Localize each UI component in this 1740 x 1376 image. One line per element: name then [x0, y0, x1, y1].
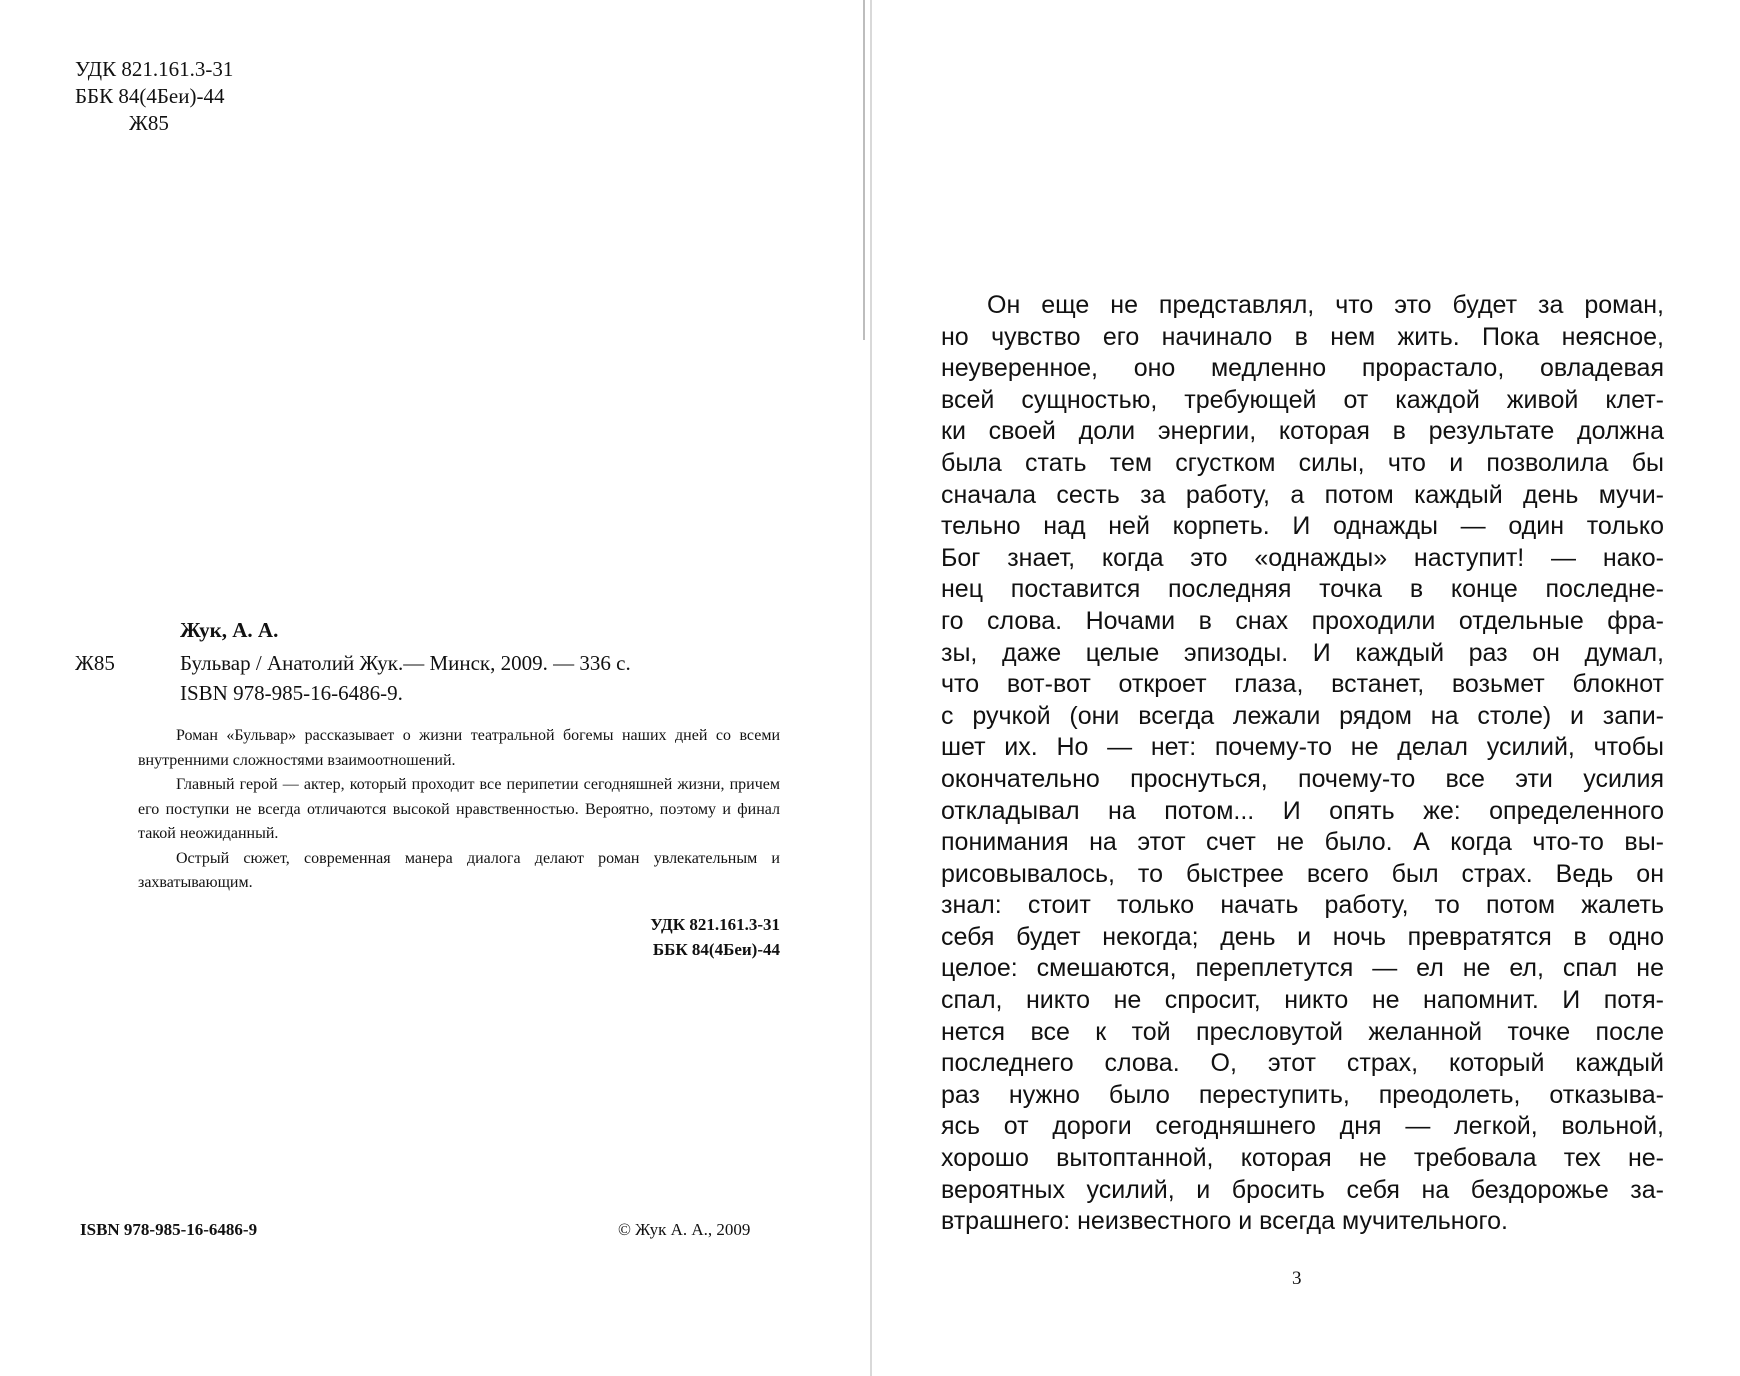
catalog-author: Жук, А. А. [180, 618, 279, 642]
classification-block [75, 56, 233, 137]
text-line: хорошо вытоптанной, которая не требовала тех не- [941, 1144, 1664, 1173]
text-line: целое: смешаются, переплетутся — ел не ел, спал не [941, 954, 1664, 983]
body-text [941, 290, 1664, 1238]
udk-code: УДК 821.161.3-31 [650, 915, 780, 934]
text-line: Он еще не представлял, что это будет за роман, [987, 291, 1664, 319]
text-line: вероятных усилий, и бросить себя на бездорожье за- [941, 1175, 1664, 1204]
text-line: нется все к той пресловутой желанной точке после [941, 1017, 1664, 1046]
text-line: зы, даже целые эпизоды. И каждый раз он думал, [941, 638, 1664, 667]
text-line: спал, никто не спросит, никто не напомнит. И потя- [941, 986, 1664, 1015]
classification-block-bottom [650, 912, 780, 962]
text-line: раз нужно было переступить, преодолеть, отказыва- [941, 1080, 1664, 1109]
text-line: неуверенное, оно медленно прорастало, овладевая [941, 354, 1664, 383]
author-sign: Ж85 [129, 111, 169, 135]
page-fold [870, 0, 872, 1376]
right-page [874, 0, 1740, 1376]
text-line: тельно над ней корпеть. И однажды — один только [941, 512, 1664, 541]
text-line: Бог знает, когда это «однажды» наступит! — нако- [941, 543, 1664, 572]
text-line: всей сущностью, требующей от каждой живой клет- [941, 385, 1664, 414]
text-line: но чувство его начинало в нем жить. Пока неясное, [941, 322, 1664, 351]
text-line: рисовывалось, то быстрее всего был страх. Ведь он [941, 859, 1664, 888]
catalog-code: Ж85 [75, 651, 115, 675]
catalog-isbn-line: ISBN 978-985-16-6486-9. [180, 681, 403, 705]
page-number: 3 [1292, 1268, 1302, 1289]
copyright: © Жук А. А., 2009 [618, 1220, 751, 1239]
page-fold-shadow [863, 0, 865, 340]
bbk-code: ББК 84(4Беи)-44 [75, 84, 225, 108]
isbn: ISBN 978-985-16-6486-9 [80, 1220, 258, 1239]
text-line: окончательно проснуться, почему-то все эти усилия [941, 764, 1664, 793]
text-line: ясь от дороги сегодняшнего дня — легкой, вольной, [941, 1112, 1664, 1141]
text-line: го слова. Ночами в снах проходили отдельные фра- [941, 606, 1664, 635]
catalog-title-line: Бульвар / Анатолий Жук.— Минск, 2009. — 336 с. [180, 651, 631, 675]
annotation-paragraph: Главный герой — актер, который проходит все перипетии сегодняшней жизни, причем его поступки не всегда отличаются высокой нравственностью. Вероятно, поэтому и финал такой неожиданный. [138, 776, 780, 842]
text-line: что вот-вот откроет глаза, встанет, возьмет блокнот [941, 670, 1664, 699]
text-line: откладывал на потом... И опять же: определенного [941, 796, 1664, 825]
text-line: сначала сесть за работу, а потом каждый день мучи- [941, 480, 1664, 509]
annotation-paragraph: Острый сюжет, современная манера диалога делают роман увлекательным и захватывающим. [138, 849, 780, 891]
text-line: ки своей доли энергии, которая в результате должна [941, 417, 1664, 446]
text-line: нец поставится последняя точка в конце последне- [941, 575, 1664, 604]
text-line: втрашнего: неизвестного и всегда мучительного. [941, 1207, 1508, 1236]
bbk-code: ББК 84(4Беи)-44 [652, 940, 780, 959]
text-line: была стать тем сгустком силы, что и позволила бы [941, 448, 1664, 477]
text-line: с ручкой (они всегда лежали рядом на столе) и запи- [941, 701, 1664, 730]
text-line: последнего слова. О, этот страх, который каждый [941, 1049, 1664, 1078]
text-line: себя будет некогда; день и ночь превратятся в одно [941, 922, 1664, 951]
annotation-paragraph: Роман «Бульвар» рассказывает о жизни театральной богемы наших дней со всеми внутренними сложностями взаимоотношений. [138, 727, 780, 769]
text-line: шет их. Но — нет: почему-то не делал усилий, чтобы [941, 733, 1664, 762]
text-line: понимания на этот счет не было. А когда что-то вы- [941, 828, 1664, 857]
annotation [138, 724, 780, 896]
text-line: знал: стоит только начать работу, то потом жалеть [941, 891, 1664, 920]
udk-code: УДК 821.161.3-31 [75, 57, 234, 81]
